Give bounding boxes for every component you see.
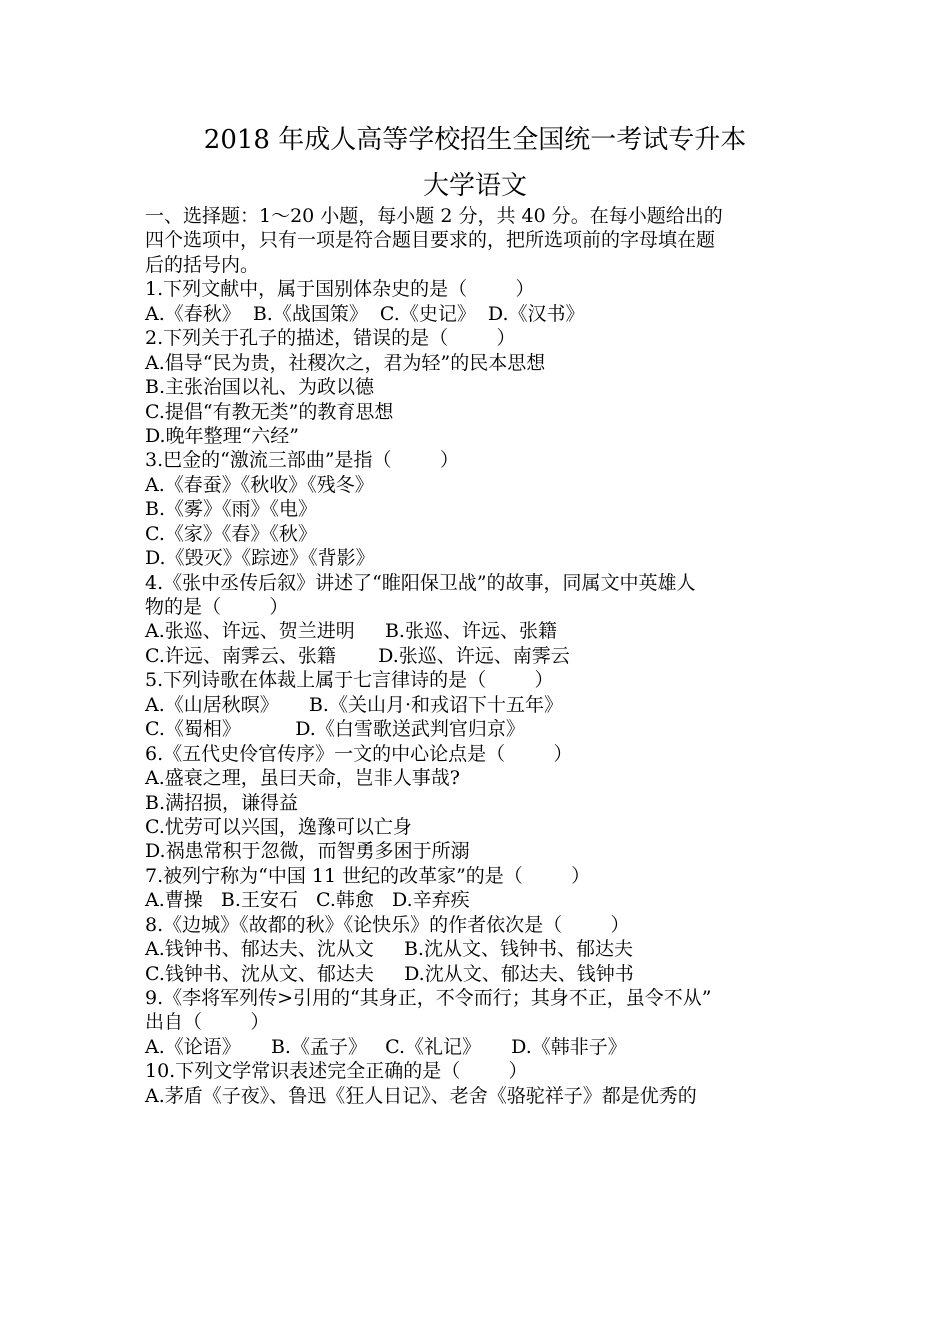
text-line: 10.下列文学常识表述完全正确的是（ ）: [145, 1060, 528, 1083]
text-line: A.《山居秋暝》 B.《关山月·和戎诏下十五年》: [145, 693, 564, 716]
text-line: A.《春蚕》《秋收》《残冬》: [145, 473, 374, 496]
text-line: C.忧劳可以兴国，逸豫可以亡身: [145, 815, 412, 838]
text-line: C.《蜀相》 D.《白雪歌送武判官归京》: [145, 718, 525, 741]
text-line: 出自（ ）: [145, 1011, 270, 1034]
text-line: 四个选项中，只有一项是符合题目要求的，把所选项前的字母填在题: [145, 229, 716, 252]
text-line: A.盛衰之理，虽曰天命，岂非人事哉?: [145, 767, 460, 790]
text-line: B.主张治国以礼、为政以德: [145, 376, 375, 399]
text-line: A.张巡、许远、贺兰进明 B.张巡、许远、张籍: [145, 620, 557, 643]
text-line: A.曹操 B.王安石 C.韩愈 D.辛弃疾: [145, 889, 470, 912]
text-line: B.《雾》《雨》《电》: [145, 498, 318, 521]
text-line: 4.《张中丞传后叙》讲述了“睢阳保卫战”的故事，同属文中英雄人: [145, 571, 696, 594]
text-line: 3.巴金的“激流三部曲”是指（ ）: [145, 449, 459, 472]
text-line: 后的括号内。: [145, 253, 260, 276]
text-line: 一、选择题：1～20 小题，每小题 2 分，共 40 分。在每小题给出的: [145, 205, 723, 227]
text-line: A.茅盾《子夜》、鲁迅《狂人日记》、老舍《骆驼祥子》都是优秀的: [145, 1084, 697, 1107]
text-line: 7.被列宁称为“中国 11 世纪的改革家”的是（ ）: [145, 864, 591, 887]
text-line: A.《论语》 B.《孟子》 C.《礼记》 D.《韩非子》: [145, 1035, 627, 1058]
text-line: C.《家》《春》《秋》: [145, 522, 317, 545]
text-line: A.倡导“民为贵，社稷次之，君为轻”的民本思想: [145, 351, 546, 374]
text-line: C.钱钟书、沈从文、郁达夫 D.沈从文、郁达夫、钱钟书: [145, 962, 634, 985]
text-line: 5.下列诗歌在体裁上属于七言律诗的是（ ）: [145, 669, 554, 692]
text-line: C.提倡“有教无类”的教育思想: [145, 400, 394, 423]
text-line: A.《春秋》 B.《战国策》 C.《史记》 D.《汉书》: [145, 302, 585, 325]
text-line: D.祸患常积于忽微，而智勇多困于所溺: [145, 840, 470, 863]
document-title: 2018 年成人高等学校招生全国统一考试专升本: [203, 125, 747, 155]
text-line: 6.《五代史伶官传序》一文的中心论点是（ ）: [145, 742, 573, 765]
text-line: 9.《李将军列传>引用的“其身正，不令而行；其身不正，虽令不从”: [145, 987, 712, 1009]
text-line: A.钱钟书、郁达夫、沈从文 B.沈从文、钱钟书、郁达夫: [145, 938, 633, 961]
text-line: B.满招损，谦得益: [145, 791, 299, 814]
text-line: 物的是（ ）: [145, 596, 289, 618]
text-line: D.晚年整理“六经”: [145, 424, 300, 447]
text-line: C.许远、南霁云、张籍 D.张巡、许远、南霁云: [145, 644, 570, 667]
text-line: 1.下列文献中，属于国别体杂史的是（ ）: [145, 278, 535, 301]
text-line: 8.《边城》《故都的秋》《论快乐》的作者依次是（ ）: [145, 913, 630, 936]
document-subtitle: 大学语文: [422, 171, 527, 201]
exam-body: [145, 204, 817, 1108]
text-line: 2.下列关于孔子的描述，错误的是（ ）: [145, 327, 516, 350]
text-line: D.《毁灭》《踪迹》《背影》: [145, 547, 375, 570]
